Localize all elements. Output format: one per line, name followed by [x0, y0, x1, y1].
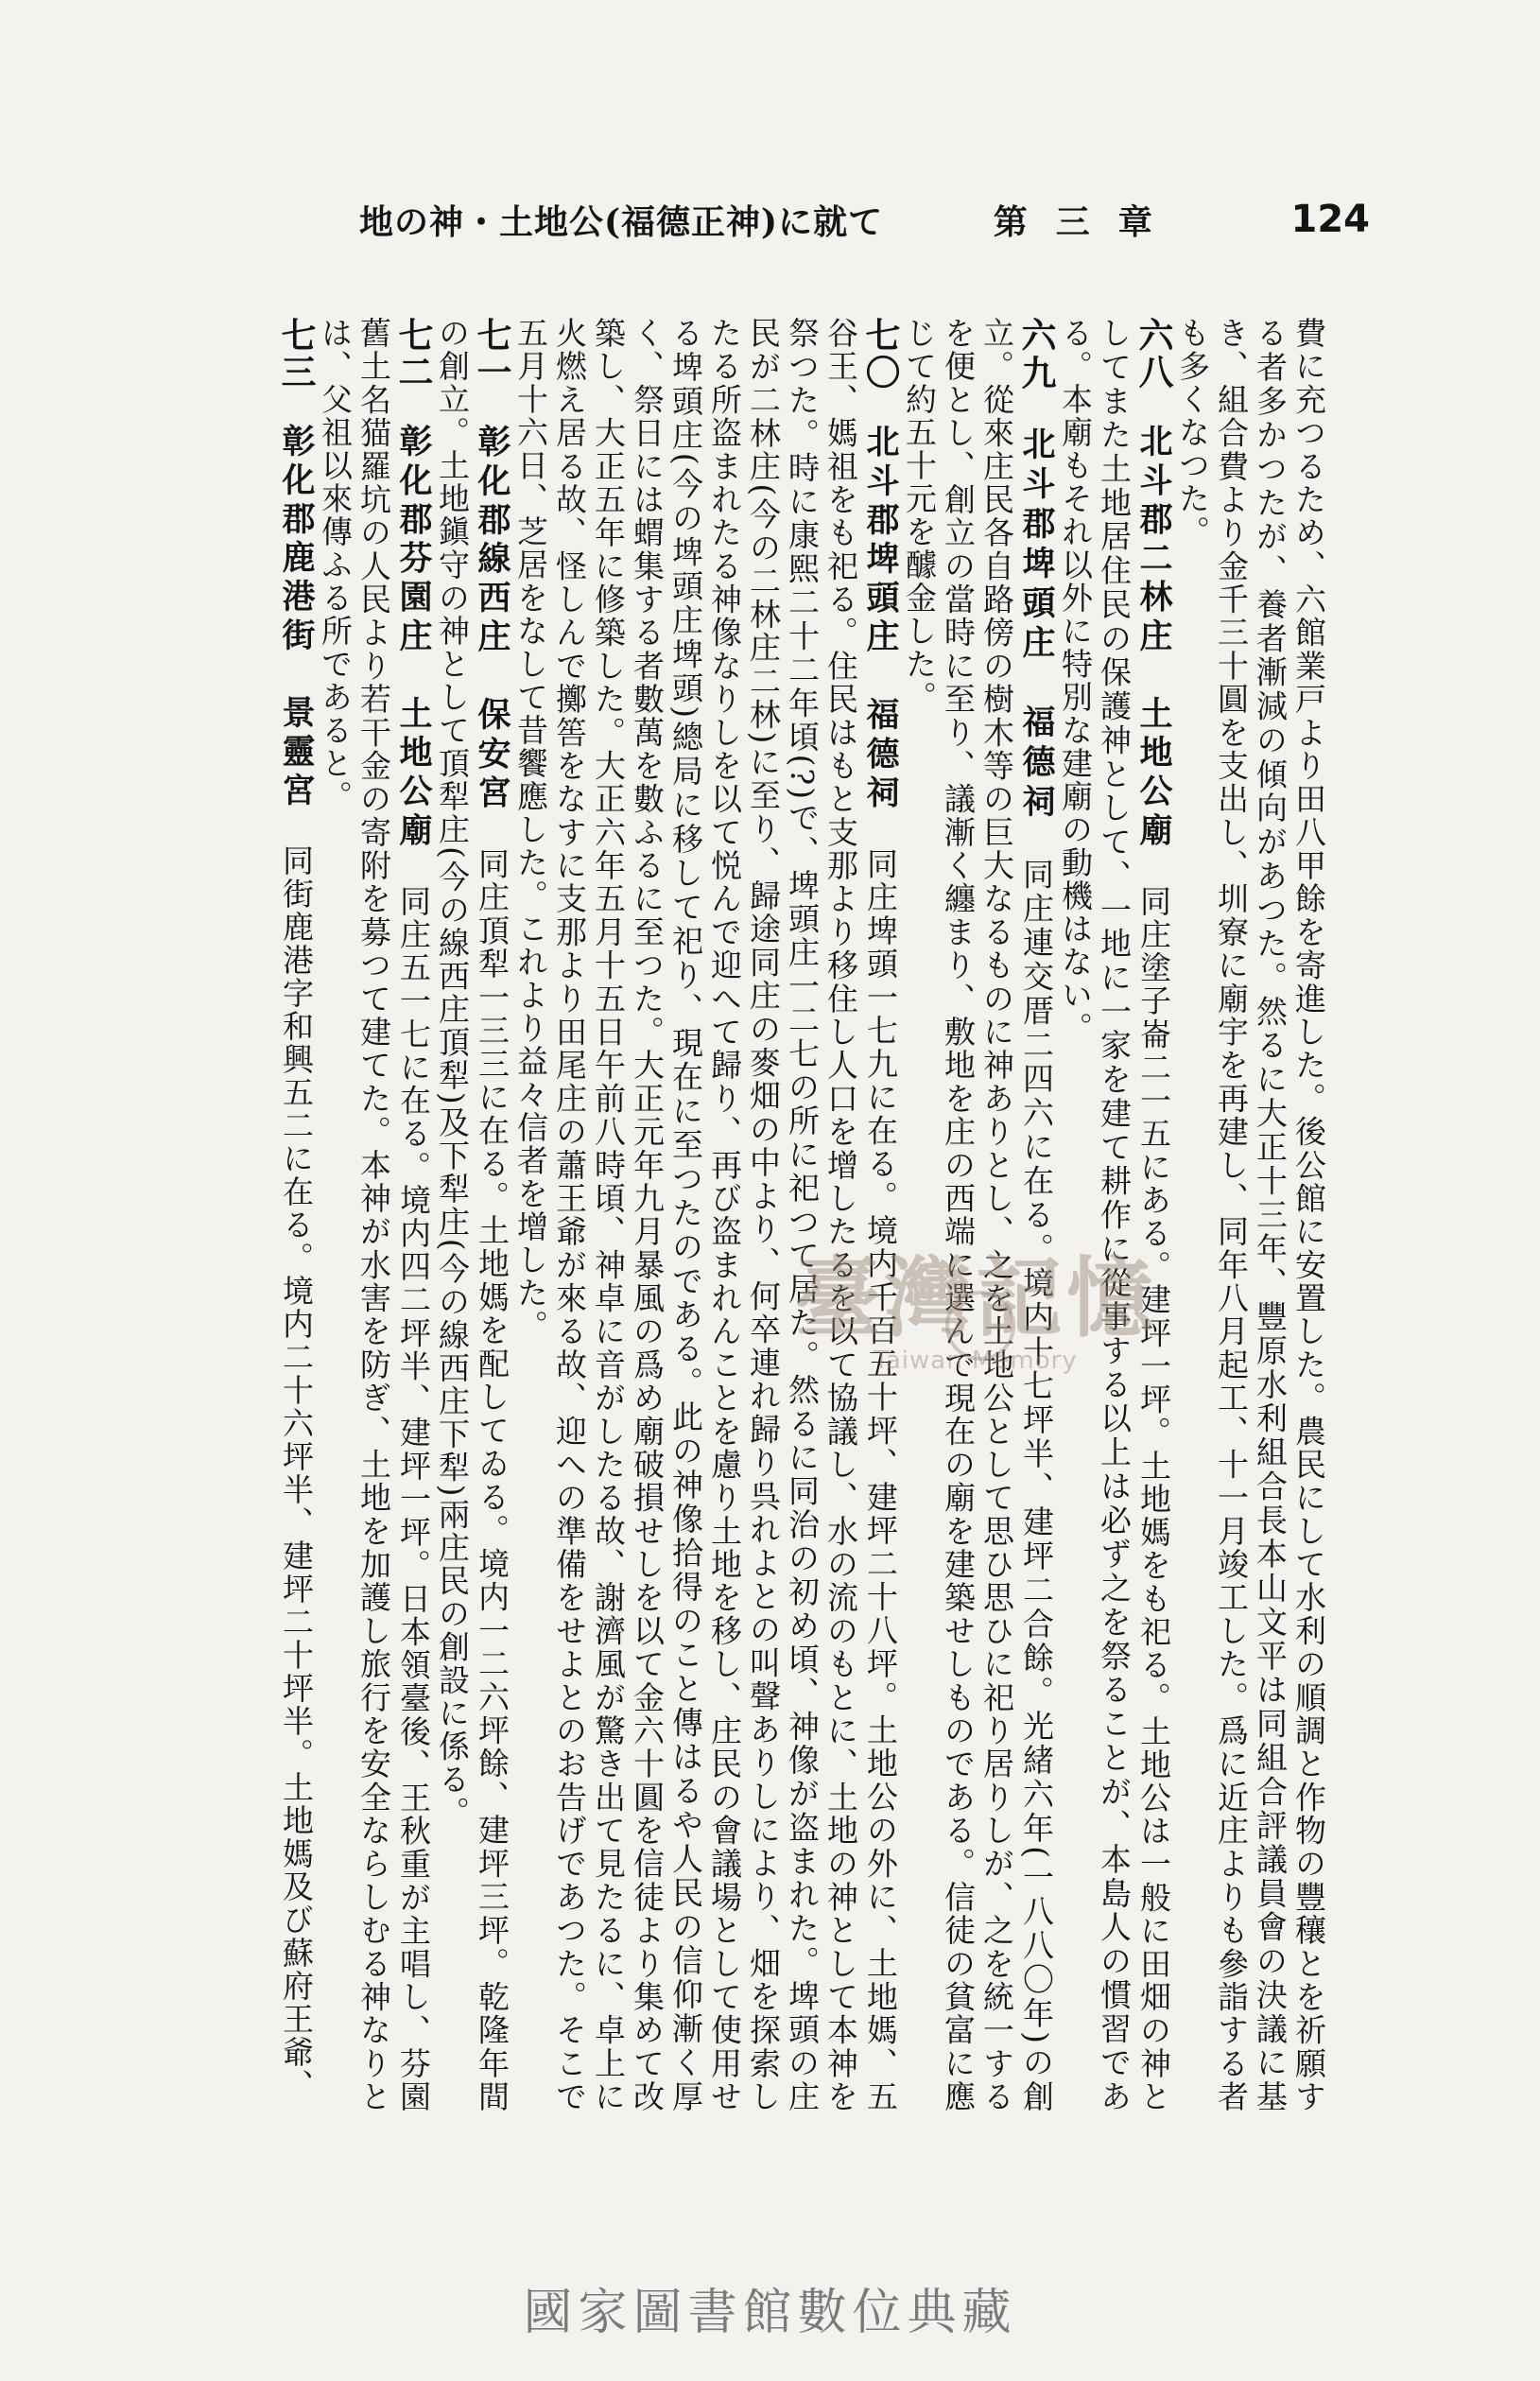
running-title: 地の神・土地公(福德正神)に就て — [359, 201, 884, 242]
entry-title: 彰化郡鹿港街 景靈宮 — [277, 424, 316, 811]
footer-credit: 國家圖書館數位典藏 — [523, 2285, 1017, 2341]
entry-number: 七〇 — [859, 317, 901, 391]
body-text — [99, 317, 1328, 2113]
entry-number: 六八 — [1133, 317, 1174, 391]
entry-number: 六九 — [1015, 317, 1057, 393]
entry-title: 彰化郡芬園庄 土地公廟 — [394, 424, 433, 852]
watermark-subtext: Taiwan Memory — [874, 1347, 1078, 1375]
entry-72 — [316, 317, 433, 2113]
entry-text: 同庄連交厝二四六に在る。境内十七坪半、建坪二合餘。光緒六年(一八八〇年)の創立。從來庄民各自路傍の樹木等の巨大なるものに神ありとし、之を土地公として思ひ思ひに祀り居りしが、之を統一するを便とし、創立の當時に至り、議漸く纏まり、敷地を庄の西端に選んで現在の廟を建築せしものである。信徒の貧富に應じて約五十元を醵金した。 — [901, 317, 1055, 2114]
entry-69 — [900, 317, 1056, 2113]
page-header — [359, 189, 1370, 250]
entry-title: 北斗郡二林庄 土地公廟 — [1134, 424, 1173, 852]
chapter-label: 第三章 — [993, 201, 1181, 242]
entry-number: 七三 — [275, 317, 317, 391]
entry-title: 彰化郡線西庄 保安宮 — [473, 424, 511, 815]
entry-text: 同庄五一七に在る。境内四二坪半、建坪一坪。日本領臺後、王秋重が主唱し、芬園舊土名猫羅坑の人民より若干金の寄附を募つて建てた。本神が水害を防ぎ、土地を加護し旅行を安全ならしむる神なりとは、父祖以來傳ふる所であると。 — [317, 317, 432, 2114]
entry-text: 同庄塗子崙二一五にある。建坪一坪。土地媽をも祀る。土地公は一般に田畑の神としてまた土地居住民の保護神として、一地に一家を建て耕作に從事する以上は必ず之を祭ることが、本島人の慣習である。本廟もそれ以外に特別な建廟の動機はない。 — [1057, 317, 1172, 2114]
entry-text: 同庄埤頭一七九に在る。境内千百五十坪、建坪二十八坪。土地公の外に、土地媽、五谷王、媽祖をも祀る。住民はもと支那より移住し人口を增したるを以て協議し、水の流のもとに、土地の神として本神を祭つた。時に康熙二十二年頃(?)で、埤頭庄一二七の所に祀つて居た。然るに同治の初め頃、神像が盗まれた。埤頭の庄民が二林庄(今の二林庄二林)に至り、歸途同庄の麥畑の中より、何卒連れ歸り呉れよとの叫聲ありしにより、畑を探索したる所盗まれたる神像なりしを以て悦んで迎へて歸り、再び盗まれんことを慮り土地を移し、庄民の會議場として使用せる埤頭庄(今の埤頭庄埤頭)總局に移して祀り、現在に至つたのである。此の神像拾得のこと傳はるや人民の信仰漸く厚く、祭日には蝟集する者數萬を數ふるに至つた。大正元年九月暴風の爲め廟破損せしを以て金六十圓を信徒より集めて改築し、大正五年に修築した。大正六年五月十五日午前八時頃、神卓に音がしたる故、謝濟風が驚き出て見たるに、卓上に火燃え居る故、怪しんで擲筶をなすに支那より田尾庄の蕭王爺が來る故、迎への準備をせよとのお告げであつた。そこで五月十六日、芝居をなして昔饗應した。これより益々信者を增した。 — [512, 317, 899, 2114]
paragraph-continuation: 費に充つるため、六館業戸より田八甲餘を寄進した。後公館に安置した。農民にして水利の順調と作物の豐穰とを祈願する者多かつたが、養者漸減の傾向があつた。然るに大正十三年、豐原水利組合長本山文平は同組合評議員會の決議に基き、組合費より金千三十圓を支出し、圳寮に廟宇を再建し、同年八月起工、十一月竣工した。爲に近庄よりも參詣する者も多くなつた。 — [1174, 317, 1327, 2113]
entry-73 — [276, 317, 316, 2113]
entry-number: 七二 — [392, 317, 434, 391]
entry-70 — [511, 317, 900, 2113]
entry-number: 七一 — [471, 317, 512, 391]
entry-68 — [1056, 317, 1173, 2113]
watermark — [794, 1229, 1157, 1375]
page-number: 124 — [1290, 198, 1370, 241]
entry-text: 同庄頂犁一三三に在る。土地媽を配してゐる。境内一二六坪餘、建坪三坪。乾隆年間の創立。土地鎭守の神として頂犁庄(今の線西庄頂犁)及下犁庄(今の線西庄下犁)兩庄民の創設に係る。 — [434, 317, 510, 2114]
entry-title: 北斗郡埤頭庄 福德祠 — [1017, 426, 1056, 825]
entry-text: 同街鹿港字和興五二に在る。境内二十六坪半、建坪二十坪半。土地媽及び蘇府王爺、 — [278, 844, 315, 2102]
entry-title: 北斗郡埤頭庄 福德祠 — [861, 424, 900, 815]
watermark-text: 臺灣記憶 — [794, 1247, 1158, 1349]
entry-71 — [433, 317, 511, 2113]
